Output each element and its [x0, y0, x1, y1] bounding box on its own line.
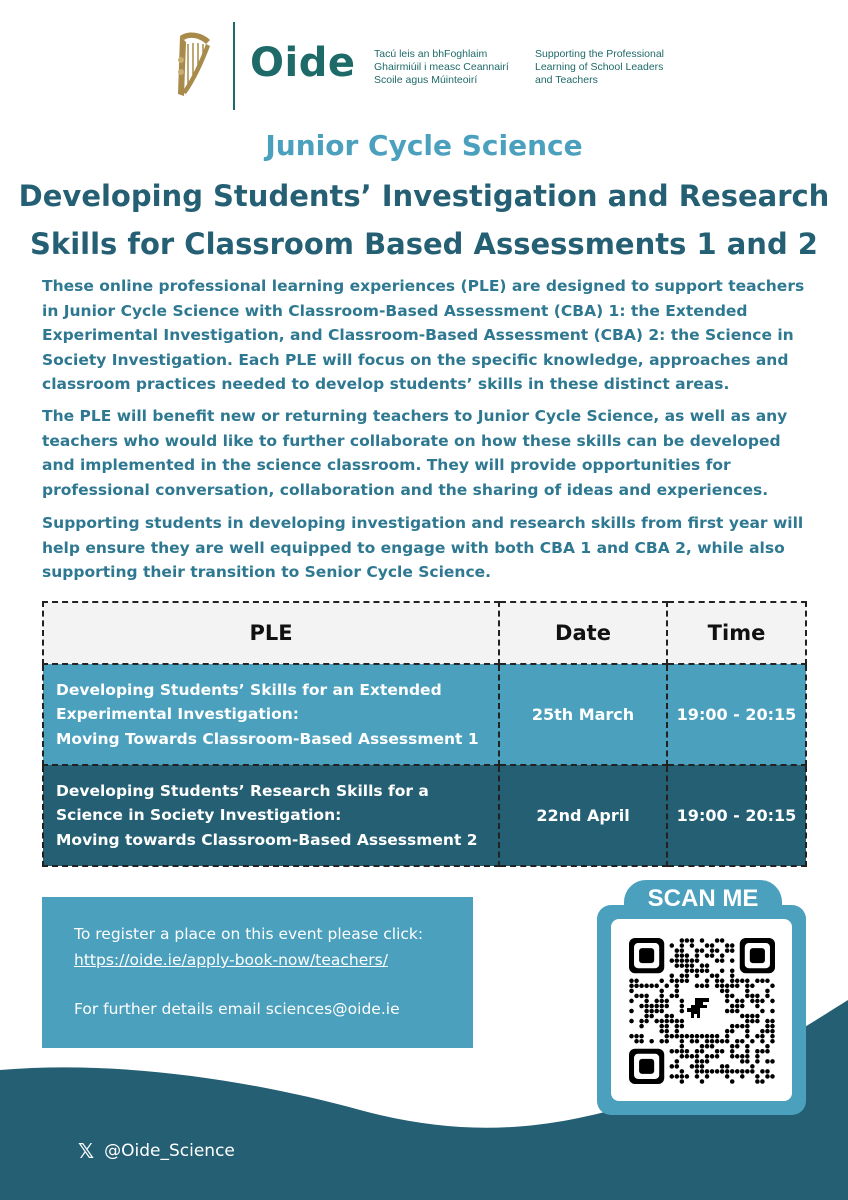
table-row: [43, 765, 806, 866]
logo-divider: [233, 22, 235, 110]
tagline-english: [535, 48, 685, 87]
table-row: [43, 664, 806, 765]
tagline-en-line: Learning of School Leaders: [535, 61, 664, 73]
x-logo-icon: 𝕏: [78, 1139, 95, 1163]
oide-logo-text: Oide: [250, 40, 356, 86]
date-cell: 25th March: [499, 664, 667, 765]
tagline-en-line: and Teachers: [535, 74, 598, 86]
header-date: Date: [499, 602, 667, 664]
ple-title-line: Science in Society Investigation:: [56, 806, 342, 825]
ple-title-cell: [43, 664, 499, 765]
page-subtitle: Junior Cycle Science: [265, 129, 583, 162]
ple-title-line: Moving towards Classroom-Based Assessment 2: [56, 830, 478, 849]
tagline-irish: [374, 48, 524, 87]
tagline-ga-line: Scoile agus Múinteoirí: [374, 74, 478, 86]
tagline-en-line: Supporting the Professional: [535, 48, 664, 60]
harp-icon: [170, 30, 218, 102]
register-instruction: To register a place on this event please click:: [74, 925, 424, 943]
ple-title-line: Experimental Investigation:: [56, 705, 299, 724]
register-link[interactable]: https://oide.ie/apply-book-now/teachers/: [74, 951, 388, 969]
time-cell: 19:00 - 20:15: [667, 664, 806, 765]
header: [0, 0, 848, 120]
page-title: [0, 172, 848, 268]
scan-me-label: SCAN ME: [647, 885, 759, 912]
time-cell: 19:00 - 20:15: [667, 765, 806, 866]
social-handle-text: @Oide_Science: [104, 1141, 235, 1161]
ple-title-line: Developing Students’ Research Skills for a: [56, 781, 429, 800]
audience-paragraph: The PLE will benefit new or returning teachers to Junior Cycle Science, as well as any teachers who would like to further collaborate on how these skills can be developed and implemented in the science classroom. They will provide opportunities for professional conversation, collaboration and the sharing of ideas and experiences.: [42, 407, 788, 499]
page-title-line: Developing Students’ Investigation and Research: [18, 179, 830, 213]
page-title-line: Skills for Classroom Based Assessments 1 and 2: [30, 227, 818, 261]
ple-title-line: Moving Towards Classroom-Based Assessment 1: [56, 729, 479, 748]
ple-title-cell: [43, 765, 499, 866]
table-header-row: [43, 602, 806, 664]
support-paragraph: Supporting students in developing investigation and research skills from first year will help ensure they are well equipped to engage with both CBA 1 and CBA 2, while also supporting their transition to Senior Cycle Science.: [42, 514, 804, 581]
intro-paragraph: These online professional learning experiences (PLE) are designed to support teachers in Junior Cycle Science with Classroom-Based Assessment (CBA) 1: the Extended Experimental Investigation, and Classroom-Based Assessment (CBA) 2: the Science in Society Investigation. Each PLE will focus on the specific knowledge, approaches and classroom practices needed to develop students’ skills in these distinct areas.: [42, 277, 805, 393]
date-cell: 22nd April: [499, 765, 667, 866]
tagline-ga-line: Tacú leis an bhFoghlaim: [374, 48, 488, 60]
tagline-ga-line: Ghairmiúil i measc Ceannairí: [374, 61, 509, 73]
header-time: Time: [667, 602, 806, 664]
ple-schedule-table: [42, 601, 807, 867]
social-handle[interactable]: [78, 1139, 235, 1163]
contact-email-text: For further details email sciences@oide.ie: [74, 1000, 400, 1018]
qr-code-icon[interactable]: [629, 938, 775, 1084]
header-ple: PLE: [43, 602, 499, 664]
ple-title-line: Developing Students’ Skills for an Extended: [56, 680, 442, 699]
